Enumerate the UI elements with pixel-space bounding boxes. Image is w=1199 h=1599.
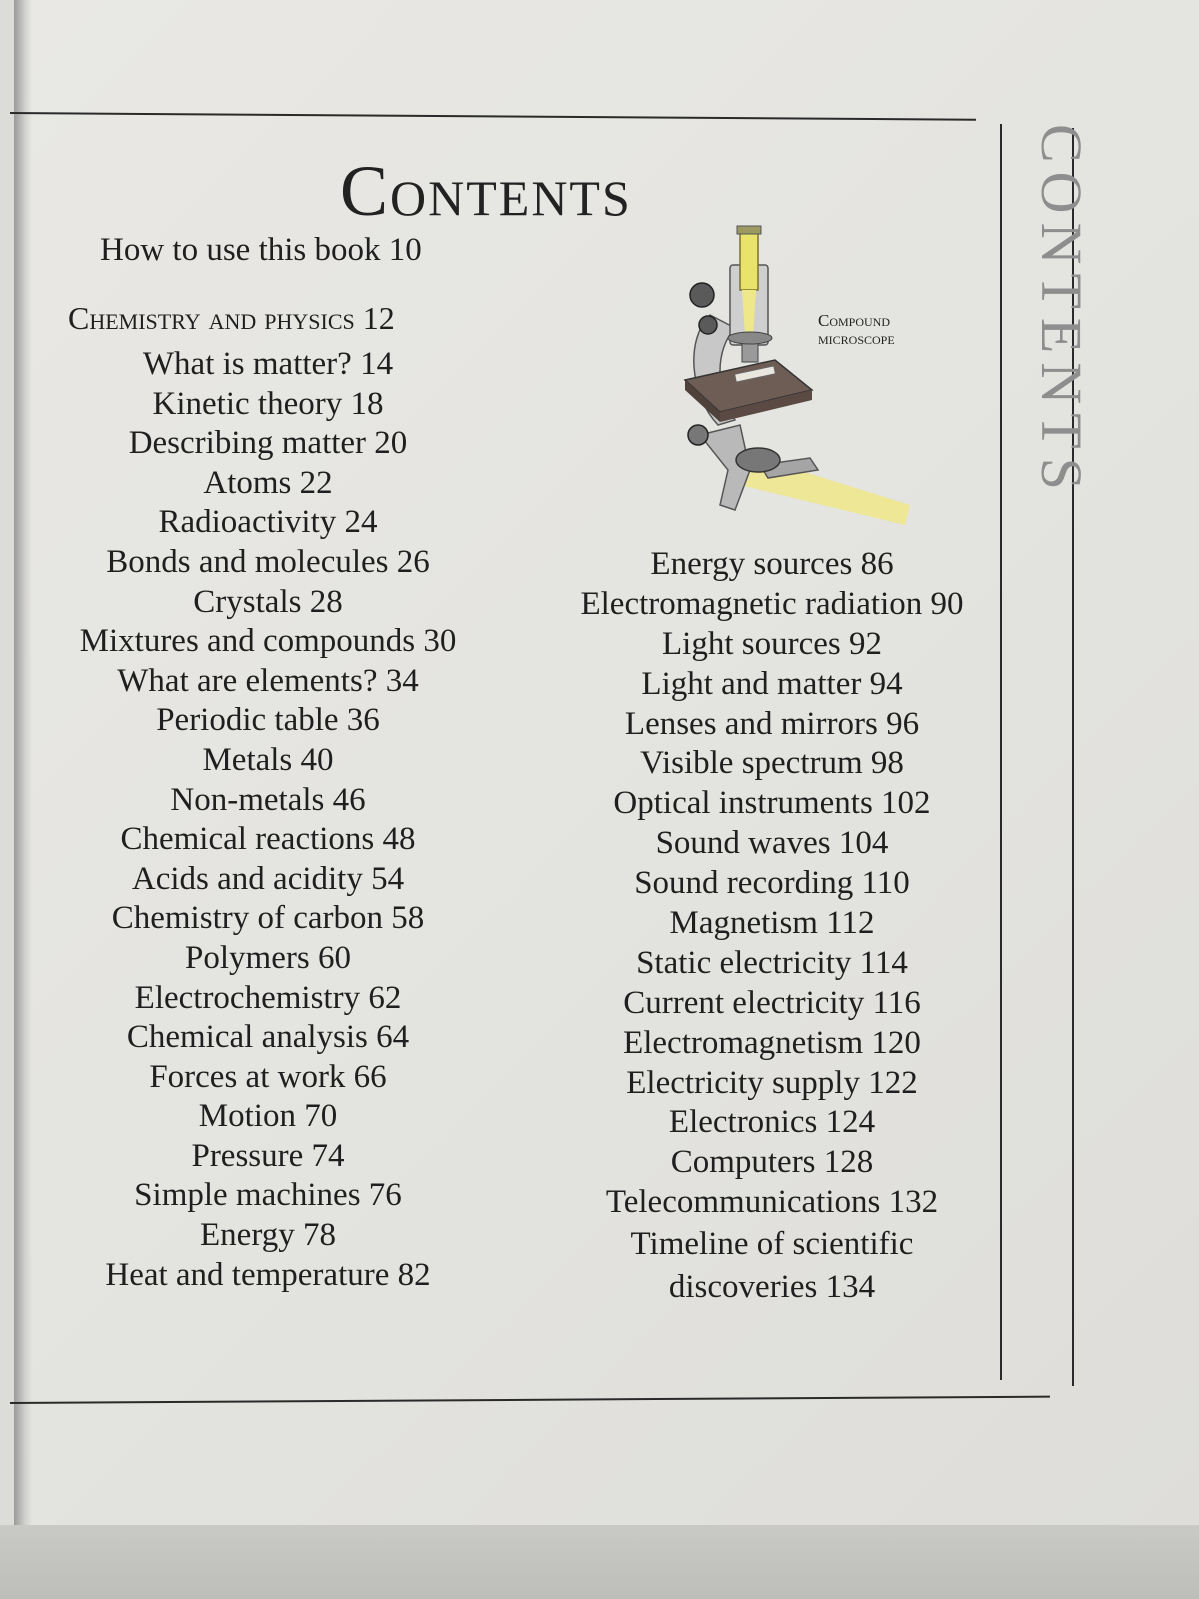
contents-entry: Current electricity 116: [623, 984, 921, 1021]
contents-entry: Lenses and mirrors 96: [624, 705, 920, 742]
page-gutter-shadow: [14, 0, 32, 1525]
illustration-label-line-1: Compound: [818, 311, 891, 330]
contents-entry: Sound waves 104: [655, 825, 889, 862]
contents-entry: Light sources 92: [662, 625, 882, 662]
compound-microscope-illustration: [680, 220, 930, 550]
contents-entry: Light and matter 94: [641, 665, 903, 702]
contents-entry: Static electricity 114: [636, 944, 908, 981]
contents-entry: Sound recording 110: [634, 865, 910, 902]
contents-entry: Forces at work 66: [149, 1058, 387, 1095]
contents-entry: Metals 40: [202, 741, 334, 778]
contents-entry: Computers 128: [670, 1144, 874, 1181]
contents-entry: Visible spectrum 98: [640, 745, 904, 782]
contents-entry: Energy sources 86: [650, 546, 894, 582]
contents-entry: Atoms 22: [203, 464, 333, 501]
vertical-running-title: CONTENTS: [1029, 124, 1094, 499]
contents-entry: Heat and temperature 82: [105, 1256, 431, 1293]
contents-entry: Crystals 28: [193, 583, 343, 620]
contents-entry: Chemical reactions 48: [120, 821, 416, 858]
contents-entry: Optical instruments 102: [613, 785, 931, 822]
contents-entry: Periodic table 36: [156, 702, 380, 739]
contents-entry: Mixtures and compounds 30: [79, 623, 457, 660]
contents-entry: Simple machines 76: [134, 1177, 402, 1214]
contents-entry: Electromagnetism 120: [623, 1024, 921, 1061]
contents-entry: Timeline of scientific discoveries 134: [630, 1226, 914, 1306]
table-surface: [0, 1525, 1199, 1599]
contents-entry: Energy 78: [200, 1217, 336, 1254]
contents-right-column: [552, 545, 992, 1309]
contents-entry: Electrochemistry 62: [134, 979, 402, 1016]
contents-entry: Telecommunications 132: [605, 1184, 939, 1221]
illustration-label-line-2: microscope: [818, 329, 895, 348]
contents-entry: Bonds and molecules 26: [106, 543, 430, 580]
contents-entry: Magnetism 112: [669, 905, 875, 942]
how-to-use-entry: How to use this book 10: [100, 232, 422, 268]
contents-entry: Non-metals 46: [170, 781, 366, 818]
contents-entry: Motion 70: [198, 1098, 338, 1135]
contents-entry: What is matter? 14: [142, 346, 394, 382]
section-heading: Chemistry and physics 12: [68, 300, 395, 336]
contents-entry: Electronics 124: [668, 1104, 876, 1141]
contents-entry: Describing matter 20: [128, 425, 408, 462]
contents-entry: Electricity supply 122: [626, 1064, 918, 1101]
contents-entry: What are elements? 34: [117, 662, 419, 699]
illustration-label: [818, 312, 895, 348]
contents-left-column: [58, 345, 478, 1295]
contents-entry: Chemistry of carbon 58: [111, 900, 425, 937]
contents-entry: Radioactivity 24: [158, 504, 378, 541]
contents-entry: Electromagnetic radiation 90: [580, 585, 964, 622]
contents-entry: Kinetic theory 18: [152, 385, 384, 422]
contents-entry: Chemical analysis 64: [126, 1019, 410, 1056]
page-title: Contents: [340, 151, 632, 231]
contents-entry: Polymers 60: [185, 939, 351, 976]
right-rule: [1000, 124, 1002, 1380]
contents-entry: Acids and acidity 54: [131, 860, 405, 897]
contents-entry: Pressure 74: [191, 1137, 345, 1174]
